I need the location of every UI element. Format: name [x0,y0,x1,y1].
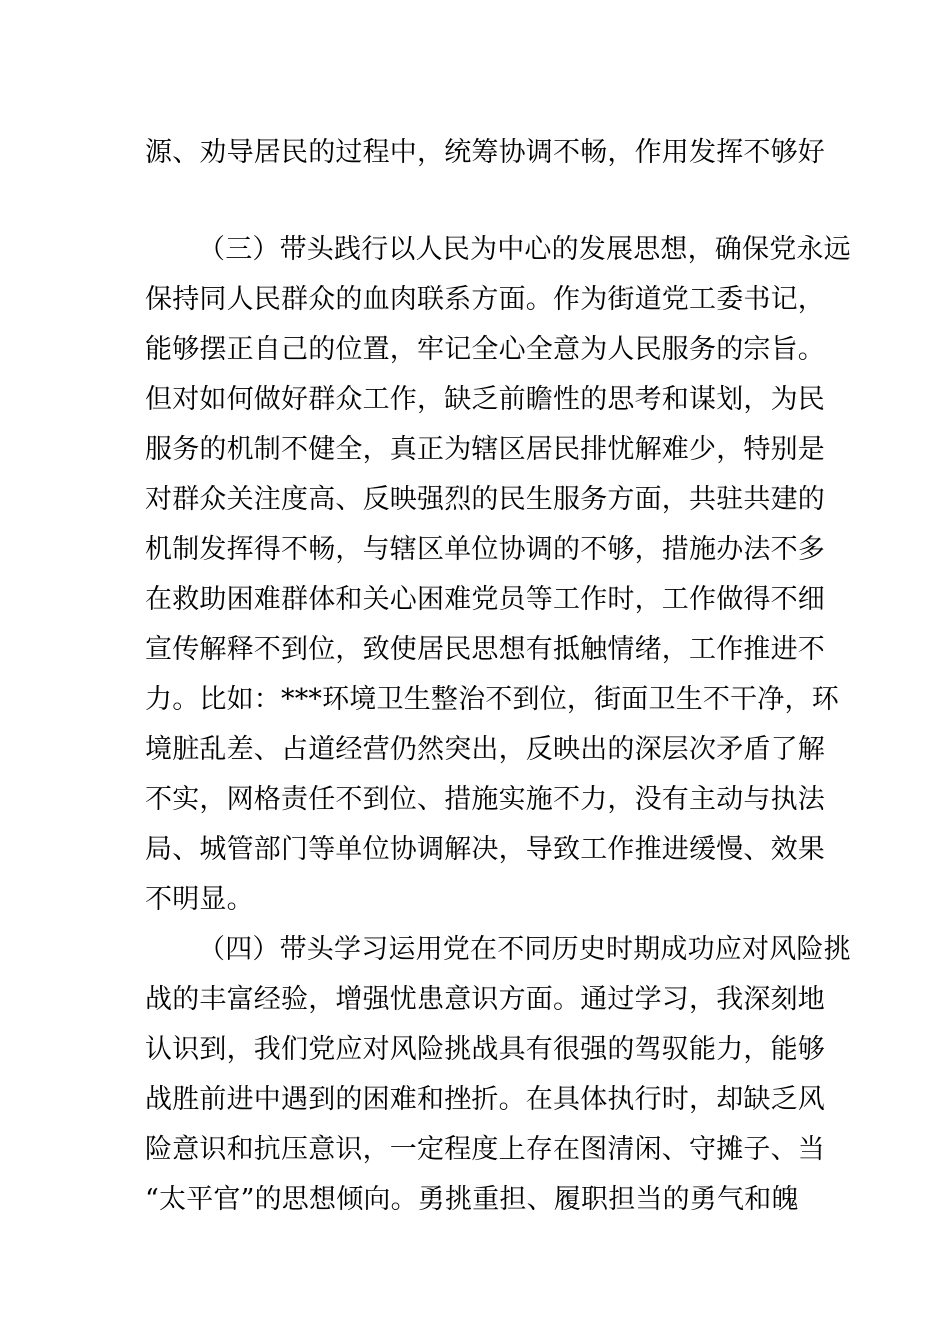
section-three-line-4: 但对如何做好群众工作，缺乏前瞻性的思考和谋划，为民 [145,384,825,415]
section-three-line-1: （三）带头践行以人民为中心的发展思想，确保党永远 [198,234,851,265]
section-three-line-14: 不明显。 [145,884,254,915]
section-three-line-3: 能够摆正自己的位置，牢记全心全意为人民服务的宗旨。 [145,334,825,365]
section-three-line-11: 境脏乱差、占道经营仍然突出，反映出的深层次矛盾了解 [145,734,825,765]
section-three-line-10: 力。比如：***环境卫生整治不到位，街面卫生不干净，环 [145,684,839,715]
section-three-line-7: 机制发挥得不畅，与辖区单位协调的不够，措施办法不多 [145,534,825,565]
section-four-line-4: 战胜前进中遇到的困难和挫折。在具体执行时，却缺乏风 [145,1084,825,1115]
section-three-line-12: 不实，网格责任不到位、措施实施不力，没有主动与执法 [145,784,825,815]
section-three-line-8: 在救助困难群体和关心困难党员等工作时，工作做得不细 [145,584,825,615]
section-three-line-2: 保持同人民群众的血肉联系方面。作为街道党工委书记， [145,284,825,315]
section-four-line-1: （四）带头学习运用党在不同历史时期成功应对风险挑 [198,934,851,965]
section-three-line-13: 局、城管部门等单位协调解决，导致工作推进缓慢、效果 [145,834,825,865]
section-three-line-6: 对群众关注度高、反映强烈的民生服务方面，共驻共建的 [145,484,825,515]
paragraph-fragment-line: 源、劝导居民的过程中，统筹协调不畅，作用发挥不够好 [145,137,825,168]
section-four-line-3: 认识到，我们党应对风险挑战具有很强的驾驭能力，能够 [145,1034,825,1065]
section-four-line-5: 险意识和抗压意识，一定程度上存在图清闲、守摊子、当 [145,1134,825,1165]
section-four-line-2: 战的丰富经验，增强忧患意识方面。通过学习，我深刻地 [145,984,825,1015]
section-four-line-6: “太平官”的思想倾向。勇挑重担、履职担当的勇气和魄 [145,1184,799,1215]
section-three-line-9: 宣传解释不到位，致使居民思想有抵触情绪，工作推进不 [145,634,825,665]
section-three-line-5: 服务的机制不健全，真正为辖区居民排忧解难少，特别是 [145,434,825,465]
